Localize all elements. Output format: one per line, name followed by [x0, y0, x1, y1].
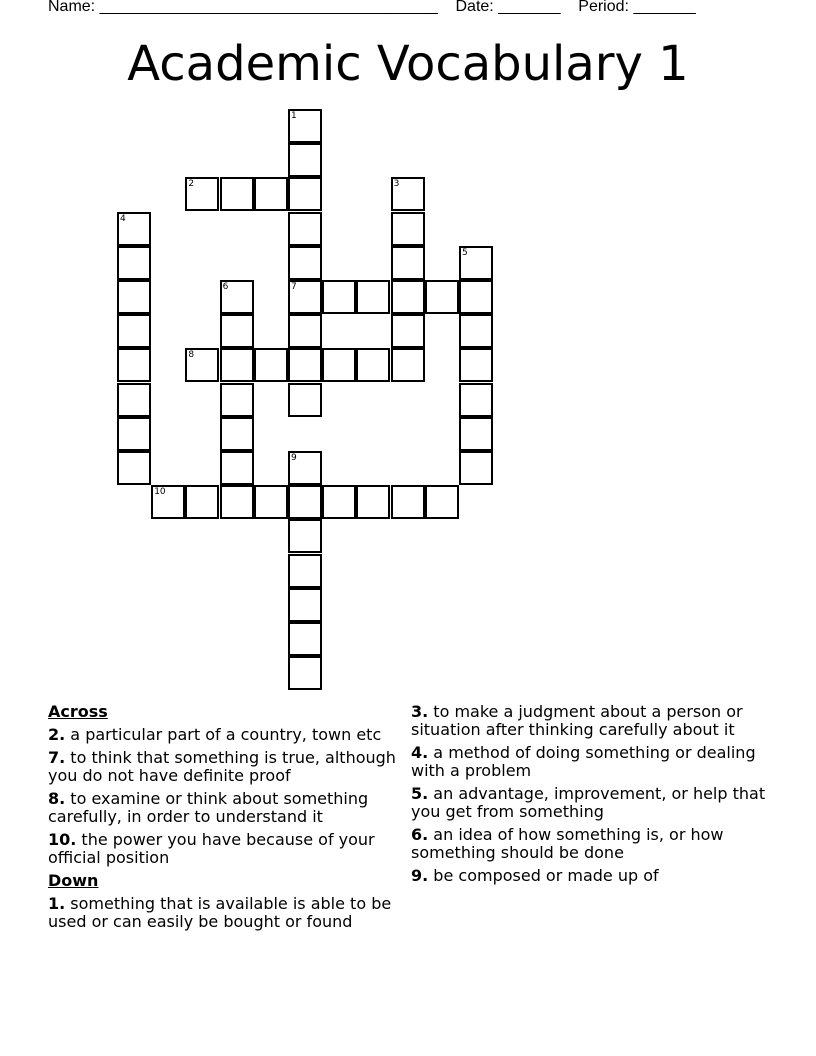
clue-item-number: 8.	[48, 789, 66, 808]
crossword-cell[interactable]	[185, 177, 219, 211]
crossword-cell[interactable]	[322, 280, 356, 314]
page-title: Academic Vocabulary 1	[127, 36, 689, 92]
across-clue-list	[48, 726, 398, 867]
crossword-cell[interactable]	[356, 485, 390, 519]
crossword-cell[interactable]	[151, 485, 185, 519]
crossword-cell[interactable]	[459, 280, 493, 314]
clue-item-number: 1.	[48, 894, 66, 913]
crossword-cell[interactable]	[288, 246, 322, 280]
clues-left-column	[48, 703, 398, 936]
clue-item	[48, 726, 398, 744]
clue-item-number: 9.	[411, 866, 429, 885]
clue-item-text: to examine or think about something carefully, in order to understand it	[48, 789, 369, 826]
crossword-cell[interactable]	[117, 314, 151, 348]
clue-item-number: 7.	[48, 748, 66, 767]
crossword-cell[interactable]	[391, 314, 425, 348]
crossword-cell[interactable]	[220, 348, 254, 382]
crossword-cell[interactable]	[288, 109, 322, 143]
clue-number: 8	[188, 350, 195, 361]
crossword-cell[interactable]	[459, 417, 493, 451]
clue-item-text: a method of doing something or dealing with a problem	[411, 743, 756, 780]
crossword-cell[interactable]	[288, 212, 322, 246]
crossword-cell[interactable]	[288, 588, 322, 622]
crossword-cell[interactable]	[220, 485, 254, 519]
clue-number: 10	[154, 487, 166, 498]
date-blank[interactable]: _______	[498, 0, 561, 15]
crossword-cell[interactable]	[117, 417, 151, 451]
crossword-cell[interactable]	[288, 348, 322, 382]
crossword-cell[interactable]	[254, 177, 288, 211]
across-heading: Across	[48, 702, 108, 721]
crossword-cell[interactable]	[425, 485, 459, 519]
clue-item	[48, 831, 398, 867]
down-clue-list	[48, 895, 398, 931]
clue-number: 3	[393, 179, 400, 190]
crossword-cell[interactable]	[391, 485, 425, 519]
clue-number: 9	[291, 453, 297, 463]
crossword-cell[interactable]	[391, 280, 425, 314]
crossword-cell[interactable]	[425, 280, 459, 314]
clue-item	[48, 895, 398, 931]
period-label: Period:	[578, 0, 629, 15]
clue-item	[411, 785, 771, 821]
crossword-cell[interactable]	[459, 348, 493, 382]
down-heading: Down	[48, 871, 99, 890]
crossword-cell[interactable]	[459, 383, 493, 417]
clue-item-number: 5.	[411, 784, 429, 803]
clue-item-number: 4.	[411, 743, 429, 762]
crossword-cell[interactable]	[391, 348, 425, 382]
crossword-cell[interactable]	[391, 212, 425, 246]
crossword-cell[interactable]	[288, 143, 322, 177]
crossword-cell[interactable]	[391, 177, 425, 211]
clue-number: 6	[222, 282, 229, 292]
clue-item	[411, 744, 771, 780]
crossword-cell[interactable]	[288, 177, 322, 211]
crossword-cell[interactable]	[185, 348, 219, 382]
clue-item-number: 2.	[48, 725, 66, 744]
clue-item-text: something that is available is able to be used or can easily be bought or found	[48, 894, 392, 931]
clue-number: 4	[120, 213, 126, 224]
crossword-cell[interactable]	[356, 280, 390, 314]
crossword-cell[interactable]	[254, 348, 288, 382]
crossword-cell[interactable]	[117, 246, 151, 280]
clue-item	[411, 826, 771, 862]
period-blank[interactable]: _______	[633, 0, 696, 15]
name-blank[interactable]: ______________________________________	[99, 0, 438, 15]
clue-number: 7	[291, 282, 297, 292]
clue-item-number: 3.	[411, 702, 429, 721]
clues-right-column	[411, 703, 771, 890]
crossword-cell[interactable]	[288, 622, 322, 656]
crossword-cell[interactable]	[117, 348, 151, 382]
clue-number: 2	[188, 179, 195, 190]
crossword-cell[interactable]	[117, 280, 151, 314]
crossword-cell[interactable]	[288, 656, 322, 690]
name-label: Name:	[48, 0, 96, 15]
clue-item-text: to make a judgment about a person or situation after thinking carefully about it	[411, 702, 743, 739]
clue-number: 1	[291, 111, 297, 121]
clue-item	[411, 703, 771, 739]
crossword-cell[interactable]	[220, 451, 254, 485]
crossword-cell[interactable]	[185, 485, 219, 519]
date-label: Date:	[455, 0, 494, 15]
crossword-cell[interactable]	[356, 348, 390, 382]
crossword-cell[interactable]	[459, 314, 493, 348]
crossword-cell[interactable]	[288, 314, 322, 348]
crossword-cell[interactable]	[288, 280, 322, 314]
clue-item	[48, 749, 398, 785]
clue-item-number: 10.	[48, 830, 77, 849]
clue-item	[411, 867, 771, 885]
crossword-cell[interactable]	[288, 451, 322, 485]
crossword-cell[interactable]	[220, 417, 254, 451]
crossword-cell[interactable]	[322, 485, 356, 519]
crossword-cell[interactable]	[220, 177, 254, 211]
crossword-cell[interactable]	[220, 280, 254, 314]
crossword-cell[interactable]	[459, 451, 493, 485]
clue-item-text: a particular part of a country, town etc	[65, 725, 382, 744]
crossword-cell[interactable]	[288, 485, 322, 519]
clue-number: 5	[462, 247, 468, 258]
down-clue-list-continued	[411, 703, 771, 885]
crossword-cell[interactable]	[117, 212, 151, 246]
clue-item-text: to think that something is true, although you do not have definite proof	[48, 748, 396, 785]
crossword-cell[interactable]	[459, 246, 493, 280]
crossword-cell[interactable]	[391, 246, 425, 280]
crossword-cell[interactable]	[288, 554, 322, 588]
crossword-cell[interactable]	[254, 485, 288, 519]
crossword-cell[interactable]	[117, 383, 151, 417]
clue-item-text: an advantage, improvement, or help that you get from something	[411, 784, 766, 821]
crossword-cell[interactable]	[288, 383, 322, 417]
crossword-cell[interactable]	[322, 348, 356, 382]
clue-item-number: 6.	[411, 825, 429, 844]
crossword-cell[interactable]	[117, 451, 151, 485]
crossword-cell[interactable]	[220, 314, 254, 348]
crossword-cell[interactable]	[288, 519, 322, 553]
clue-item-text: the power you have because of your official position	[48, 830, 375, 867]
clue-item-text: be composed or made up of	[428, 866, 659, 885]
crossword-cell[interactable]	[220, 383, 254, 417]
clue-item-text: an idea of how something is, or how something should be done	[411, 825, 724, 862]
clue-item	[48, 790, 398, 826]
